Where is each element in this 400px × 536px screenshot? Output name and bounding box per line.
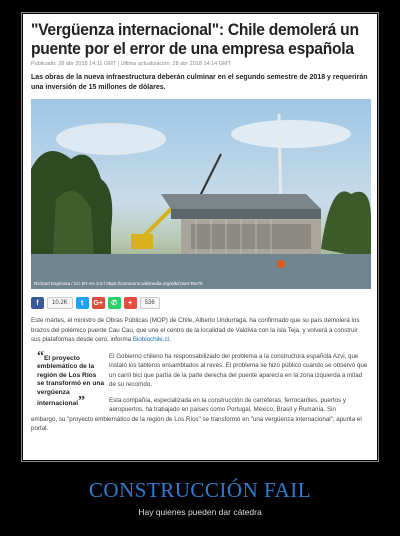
article-frame bbox=[21, 12, 379, 462]
share-bar bbox=[31, 296, 369, 310]
quote-side-column bbox=[109, 352, 369, 415]
paragraph-2: El Gobierno chileno ha responsabilizado del problema a la constructora española Azvi, que instaló los tableros ensamblados al revés. El problema se hizo público cuando se observó que un carril bici que partía de la parte derecha del puente aparecía en la zona izquierda a mitad de su recorrido. bbox=[109, 352, 368, 388]
close-quote-icon: ” bbox=[78, 394, 86, 409]
paragraph-1-end: . bbox=[168, 336, 171, 343]
pull-quote bbox=[31, 348, 109, 415]
meme-subtitle: Hay quienes pueden dar cátedra bbox=[138, 507, 262, 517]
pull-quote-text: El proyecto emblemático de la región de Los Ríos se transformó en una vergüenza internacional bbox=[37, 354, 105, 407]
article bbox=[23, 14, 377, 460]
paragraph-1-text: Este martes, el ministro de Obras Públicas (MOP) de Chile, Alberto Undurraga, ha confirmado que su país demolerá los brazos del polémico puente Cau Cau, que une el centro de la localidad de Valdivia con la isla Teja, y volverá a construir sus plataformas desde cero, informa bbox=[31, 317, 360, 343]
google-plus-icon[interactable]: G+ bbox=[92, 297, 105, 309]
paragraph-3b: embargo, su "proyecto emblemático de la región de Los Ríos" se transformó en "una vergüenza internacional", apunta el portal. bbox=[31, 415, 362, 432]
meme-title: CONSTRUCCIÓN FAIL bbox=[88, 478, 312, 502]
twitter-icon[interactable]: t bbox=[76, 297, 89, 309]
paragraph-3a: Esta compañía, especializada en la construcción de carreteras, ferrocarriles, puertos y aeropuertos, ha trabajado en países como Portugal, México, Brasil y Rumanía. Sin bbox=[109, 396, 346, 413]
plus-icon[interactable]: + bbox=[124, 297, 137, 309]
bridge-photo bbox=[31, 99, 371, 289]
article-headline: "Vergüenza internacional": Chile demolerá un puente por el error de una empresa española bbox=[31, 20, 359, 58]
article-lead: Las obras de la nueva infraestructura deberán culminar en el segundo semestre de 2018 y requerirán una inversión de 15 millones de dólares. bbox=[31, 74, 368, 91]
facebook-share-count: 10.2K bbox=[47, 297, 73, 309]
whatsapp-icon[interactable]: ✆ bbox=[108, 297, 121, 309]
bridge-illustration bbox=[31, 99, 371, 289]
photo-caption: Richard Espinosa / CC BY-SA 3.0 / https://commons.wikimedia.org/wiki/User:Rei79 bbox=[34, 281, 203, 286]
total-share-count: 536 bbox=[140, 297, 160, 309]
paragraph-1 bbox=[31, 316, 369, 345]
source-link[interactable]: Biobiochile.cl bbox=[132, 336, 169, 343]
open-quote-icon: “ bbox=[37, 348, 44, 364]
facebook-icon[interactable]: f bbox=[31, 297, 44, 309]
quote-row bbox=[31, 348, 369, 415]
article-meta: Publicado: 28 abr 2018 14:11 GMT | Última actualización: 28 abr 2018 14:14 GMT bbox=[31, 61, 231, 67]
